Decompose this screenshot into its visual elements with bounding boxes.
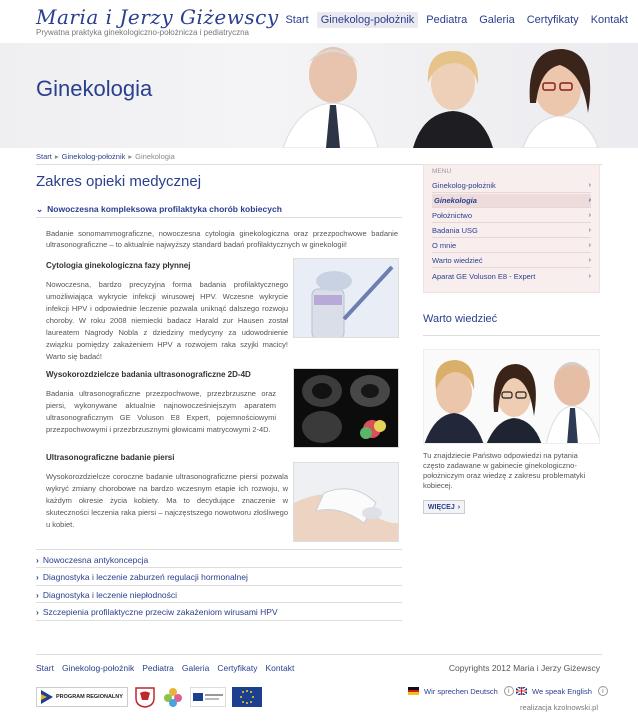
chevron-right-icon: ›	[457, 503, 461, 511]
accordion-title: Diagnostyka i leczenie zaburzeń regulacji hormonalnej	[42, 572, 248, 582]
chevron-right-icon: ›	[588, 242, 591, 249]
sidebar-item-warto-wiedziec[interactable]: Warto wiedzieć ›	[432, 254, 591, 268]
ultrasound-scan	[294, 369, 399, 448]
sidebar-box-title: Warto wiedzieć	[423, 313, 498, 325]
accordion-title: Szczepienia profilaktyczne przeciw zakażeniom wirusami HPV	[42, 607, 278, 617]
page-title: Zakres opieki medycznej	[36, 173, 202, 190]
accordion-title: Diagnostyka i leczenie niepłodności	[42, 590, 178, 600]
breadcrumb-ginekolog[interactable]: Ginekolog-położnik	[61, 152, 126, 161]
accordion-title: Nowoczesna kompleksowa profilaktyka chorób kobiecych	[47, 204, 282, 214]
breadcrumb-current: Ginekologia	[135, 152, 175, 161]
intro-text: Badanie sonomammograficzne, nowoczesna cytologia ginekologiczna oraz przezpochwowe badanie ultrasonograficzne – to aktualnie najwyższy standard badań profilaktycznych w ginekologii!	[46, 229, 398, 249]
chevron-right-icon: ›	[36, 607, 39, 617]
accordion-header-contraception[interactable]	[36, 555, 402, 565]
menu-label: MENU	[432, 168, 452, 175]
footer-link-start[interactable]: Start	[36, 663, 54, 673]
more-button-label: WIĘCEJ	[427, 503, 455, 511]
footer-link-kontakt[interactable]: Kontakt	[265, 663, 295, 673]
breadcrumb-start[interactable]: Start	[36, 152, 52, 161]
sidebar-item-poloznictwo[interactable]: Położnictwo ›	[432, 209, 591, 223]
sidebar-item-ginekolog[interactable]: Ginekolog-położnik ›	[432, 179, 591, 193]
block-text-usg: Badania ultrasonograficzne przezpochwowe, przezbrzuszne oraz piersi, wykonywane aktualnie najnowocześniejszym aparatem ultrasonograficznym GE Voluson E8 Expert, pojemnościowymi przezpochwowymi i przezbrzusznymi głowicami matrycowymi 2-4D.	[46, 389, 276, 434]
divider	[36, 602, 402, 603]
divider	[36, 585, 402, 586]
divider	[36, 549, 402, 550]
block-title-breast: Ultrasonograficzne badanie piersi	[46, 453, 175, 462]
accordion-title: Nowoczesna antykoncepcja	[42, 555, 149, 565]
copyright-text: Copyrights 2012 Maria i Jerzy Giżewscy	[448, 663, 600, 673]
divider	[36, 217, 402, 218]
program-logo-icon	[41, 690, 53, 704]
lang-en-label: We speak English	[532, 686, 592, 696]
team-photo	[424, 350, 600, 444]
block-text-cytology: Nowoczesna, bardzo precyzyjna forma badania profilaktycznego umożliwiająca wykrycie infekcji wirusowej HPV. Wczesne wykrycie infekcji HPV i odpowiednie leczenie pozwala uniknąć dalszego rozwoju choroby. W roku 2008 niemiecki badacz Harald zur Hausen został laureatem Nagrody Nobla z dziedziny medycyny za udowodnienie związku pomiędzy zakażeniem HPV a rozwojem raka szyjki macicy! Warto się badać!	[46, 280, 288, 361]
info-icon[interactable]: i	[504, 686, 514, 696]
site-tagline: Prywatna praktyka ginekologiczno-położnicza i pediatryczna	[36, 28, 249, 37]
block-title-cytology: Cytologia ginekologiczna fazy płynnej	[46, 261, 191, 270]
accordion-header-infertility[interactable]	[36, 590, 402, 600]
top-navigation	[281, 12, 632, 28]
flower-logo-icon	[162, 686, 184, 708]
footer-link-galeria[interactable]: Galeria	[181, 663, 210, 673]
nav-galeria[interactable]: Galeria	[479, 14, 515, 26]
footer-navigation	[36, 663, 294, 673]
accordion-header-hpv[interactable]	[36, 607, 402, 617]
divider	[36, 620, 402, 621]
german-flag-icon	[408, 687, 419, 695]
sidebar-item-aparat[interactable]: Aparat GE Voluson E8 - Expert ›	[432, 271, 591, 281]
nav-pediatra[interactable]: Pediatra	[426, 14, 468, 26]
credit-text[interactable]: realizacja kzolnowski.pl	[520, 703, 598, 712]
lang-en-link[interactable]	[516, 686, 608, 696]
block-text-breast: Wysokorozdzielcze coroczne badanie ultrasonograficzne piersi pozwala wykryć zmiany chorobowe na bardzo wczesnym etapie ich rozwoju, w każdym okresie życia kobiety. Ma to decydujące znaczenie w skuteczności leczenia raka piersi – najczęstszego nowotworu złośliwego u kobiet.	[46, 472, 288, 529]
more-button[interactable]	[423, 500, 465, 514]
nav-ginekolog[interactable]: Ginekolog-położnik	[317, 12, 419, 28]
divider	[423, 335, 600, 336]
footer-link-pediatra[interactable]: Pediatra	[142, 663, 174, 673]
accordion-header-open[interactable]	[36, 204, 402, 215]
breadcrumb-separator: ▸	[54, 152, 59, 161]
chevron-right-icon: ›	[36, 590, 39, 600]
divider	[36, 654, 602, 655]
vial-photo	[294, 259, 399, 338]
chevron-right-icon: ›	[588, 182, 591, 189]
sidebar-item-o-mnie[interactable]: O mnie ›	[432, 239, 591, 253]
divider	[36, 567, 402, 568]
eu-logos	[36, 686, 262, 708]
nav-kontakt[interactable]: Kontakt	[590, 14, 628, 26]
sidebar-item-badania-usg[interactable]: Badania USG ›	[432, 224, 591, 238]
hero-banner	[0, 43, 638, 148]
footer-link-certyfikaty[interactable]: Certyfikaty	[217, 663, 258, 673]
footer-link-ginekolog[interactable]: Ginekolog-położnik	[61, 663, 135, 673]
lang-de-link[interactable]	[408, 686, 514, 696]
banner-title: Ginekologia	[36, 76, 153, 101]
sidebar-photo	[423, 349, 600, 444]
chevron-right-icon: ›	[36, 555, 39, 565]
chevron-right-icon: ›	[588, 257, 591, 264]
nav-start[interactable]: Start	[285, 14, 309, 26]
chevron-right-icon: ›	[588, 272, 591, 280]
chevron-right-icon: ›	[36, 572, 39, 582]
ultrasound-image	[293, 368, 399, 448]
chevron-down-icon: ⌄	[36, 204, 44, 214]
site-header	[0, 0, 638, 42]
eu-flag-icon	[232, 687, 262, 707]
site-logo[interactable]: Maria i Jerzy Giżewscy	[36, 5, 279, 29]
accordion-header-hormonal[interactable]	[36, 572, 402, 582]
chevron-right-icon: ›	[588, 197, 591, 204]
program-regionalny-logo: PROGRAM REGIONALNY	[36, 687, 128, 707]
lang-de-label: Wir sprechen Deutsch	[424, 686, 498, 696]
sidebar-box-text: Tu znajdziecie Państwo odpowiedzi na pytania często zadawane w gabinecie ginekologiczno-położniczym oraz wiedzę z zakresu problematyki kobiecej.	[423, 451, 586, 490]
probe-photo	[294, 463, 399, 542]
banner-doctors-photo	[278, 43, 638, 148]
sidebar-item-ginekologia[interactable]: Ginekologia ›	[432, 194, 591, 208]
info-icon[interactable]: i	[598, 686, 608, 696]
block-title-usg: Wysokorozdzielcze badania ultrasonograficzne 2D-4D	[46, 370, 251, 379]
uk-flag-icon	[516, 687, 527, 695]
nav-certyfikaty[interactable]: Certyfikaty	[526, 14, 579, 26]
ue-small-logo	[190, 687, 226, 707]
coat-of-arms-icon	[134, 686, 156, 708]
sidebar-menu	[423, 164, 600, 293]
breadcrumb	[36, 152, 175, 161]
chevron-right-icon: ›	[588, 212, 591, 219]
breast-exam-image	[293, 462, 399, 542]
chevron-right-icon: ›	[588, 227, 591, 234]
cytology-image	[293, 258, 399, 338]
breadcrumb-separator: ▸	[128, 152, 133, 161]
